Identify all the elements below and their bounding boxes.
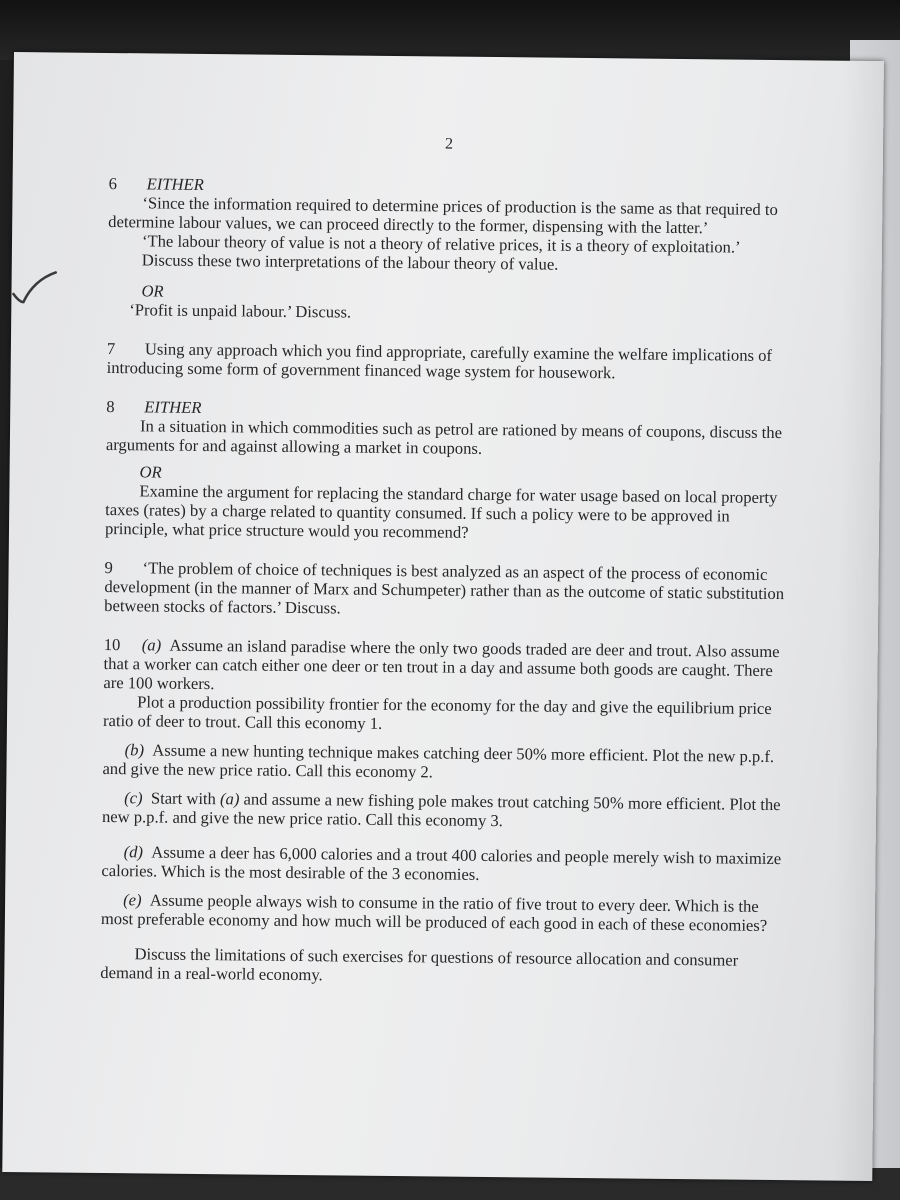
part-b-text: Assume a new hunting technique makes catching deer 50% more efficient. Plot the new p.p.f. and give the new price ratio. Call this economy 2. bbox=[102, 740, 775, 782]
part-c-label: (c) bbox=[124, 788, 143, 808]
question-number: 6 bbox=[108, 173, 118, 194]
part-a-text: Assume an island paradise where the only two goods traded are deer and trout. Also assume that a worker can catch either one deer or ten trout in a day and assume both goods are caught. There are 100 workers. bbox=[103, 635, 780, 694]
alt-question: ‘Profit is unpaid labour.’ Discuss. bbox=[129, 300, 352, 322]
part-e bbox=[101, 890, 781, 935]
question-number: 8 bbox=[106, 396, 115, 417]
part-a-text-2: Plot a production possibility frontier for the economy for the day and give the equilibrium price ratio of deer to trout. Call this economy 1. bbox=[102, 692, 772, 733]
part-d bbox=[101, 842, 781, 887]
or-label: OR bbox=[139, 462, 162, 482]
part-d-text: Assume a deer has 6,000 calories and a trout 400 calories and people merely wish to maximize calories. Which is the most desirable of the 3 economies. bbox=[101, 842, 782, 884]
question-text: ‘The problem of choice of techniques is best analyzed as an aspect of the process of economic development (in the manner of Marx and Schumpeter) rather than as the outcome of static substitution between stocks of factors.’ Discuss. bbox=[104, 558, 785, 618]
part-c-pre: Start with bbox=[150, 788, 217, 809]
either-label: EITHER bbox=[144, 397, 202, 417]
closing-paragraph: Discuss the limitations of such exercises for questions of resource allocation and consumer demand in a real-world economy. bbox=[100, 944, 739, 985]
discuss-line: Discuss these two interpretations of the labour theory of value. bbox=[141, 250, 559, 274]
part-b bbox=[102, 740, 782, 785]
part-e-text: Assume people always wish to consume in the ratio of five trout to every deer. Which is the most preferable economy and how much will be produced of each good in each of these economies? bbox=[100, 890, 768, 935]
quote-2: ‘The labour theory of value is not a theory of relative prices, it is a theory of exploitation.’ bbox=[141, 231, 741, 257]
quote-1: ‘Since the information required to determine prices of production is the same as that required to determine labour values, we can proceed directly to the former, dispensing with the latter.’ bbox=[108, 193, 778, 238]
exam-page bbox=[2, 52, 884, 1181]
question-number: 9 bbox=[104, 557, 114, 578]
part-e-label: (e) bbox=[123, 890, 142, 910]
page-content bbox=[100, 131, 789, 1009]
question-10 bbox=[100, 635, 784, 989]
part-c-text: and assume a new fishing pole makes trout catching 50% more efficient. Plot the new p.p.f. and give the new price ratio. Call this economy 3. bbox=[101, 789, 781, 831]
part-c-ref: (a) bbox=[219, 789, 240, 809]
part-c bbox=[102, 788, 782, 833]
part-d-label: (d) bbox=[123, 842, 144, 862]
question-number: 10 bbox=[103, 634, 121, 655]
question-number: 7 bbox=[106, 338, 116, 359]
page-number: 2 bbox=[444, 135, 454, 153]
question-text-either: In a situation in which commodities such as petrol are rationed by means of coupons, discuss the arguments for and against allowing a market in coupons. bbox=[105, 416, 783, 458]
part-a-label: (a) bbox=[141, 635, 162, 655]
question-text: Using any approach which you find appropriate, carefully examine the welfare implications of introducing some form of government financed wage system for housework. bbox=[106, 339, 773, 383]
or-label: OR bbox=[141, 281, 164, 301]
question-6 bbox=[107, 174, 788, 326]
part-b-label: (b) bbox=[124, 740, 145, 760]
question-7 bbox=[107, 339, 787, 384]
check-mark-icon bbox=[3, 266, 63, 307]
question-text-or: Examine the argument for replacing the standard charge for water usage based on local property taxes (rates) by a charge related to quantity consumed. If such a policy were to be approved in principle, what price structure would you recommend? bbox=[104, 481, 778, 542]
either-label: EITHER bbox=[146, 174, 204, 194]
question-9 bbox=[104, 558, 785, 622]
background-top bbox=[0, 0, 900, 60]
question-8 bbox=[105, 397, 786, 545]
